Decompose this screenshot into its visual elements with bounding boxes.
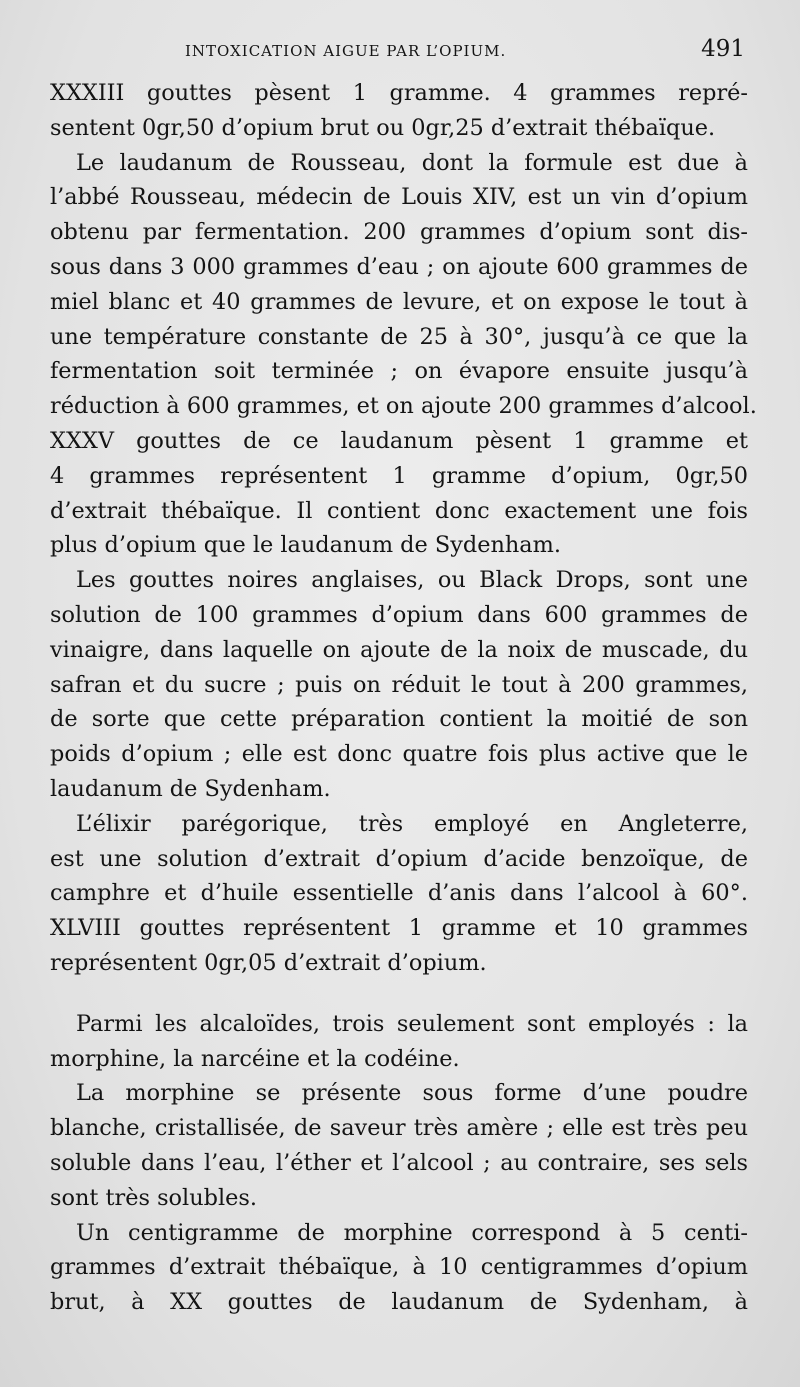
text-line: obtenu par fermentation. 200 grammes d’opium sont dis- [50,219,748,246]
paragraph [50,146,757,564]
body-text [50,76,757,1320]
paragraph [50,1007,748,1077]
text-line: une température constante de 25 à 30°, jusqu’à ce que la [50,323,748,350]
text-line: Le laudanum de Rousseau, dont la formule est due à [76,149,748,176]
running-title: INTOXICATION AIGUE PAR L’OPIUM. [185,42,507,60]
paragraph-gap [50,981,748,1007]
page-number: 491 [701,36,745,62]
text-line: l’abbé Rousseau, médecin de Louis XIV, est un vin d’opium [50,184,748,211]
text-line: soluble dans l’eau, l’éther et l’alcool ; au contraire, ses sels [50,1149,748,1176]
text-line: de sorte que cette préparation contient la moitié de son [50,706,748,733]
text-line: XXXV gouttes de ce laudanum pèsent 1 gramme et [50,427,748,454]
text-line: laudanum de Sydenham. [50,775,331,802]
text-line: blanche, cristallisée, de saveur très amère ; elle est très peu [50,1115,748,1142]
paragraph [50,1216,748,1320]
text-line: sont très solubles. [50,1184,257,1211]
paragraph [50,563,748,807]
running-head [185,36,745,62]
text-line: Parmi les alcaloïdes, trois seulement sont employés : la [76,1010,748,1037]
text-line: safran et du sucre ; puis on réduit le tout à 200 grammes, [50,671,748,698]
text-line: Les gouttes noires anglaises, ou Black Drops, sont une [76,567,748,594]
text-line: sentent 0gr,50 d’opium brut ou 0gr,25 d’extrait thébaïque. [50,114,716,141]
text-line: 4 grammes représentent 1 gramme d’opium, 0gr,50 [50,462,748,489]
text-line: XLVIII gouttes représentent 1 gramme et 10 grammes [50,915,748,942]
paragraph [50,1076,748,1215]
text-line: L’élixir parégorique, très employé en Angleterre, [76,810,748,837]
text-line: vinaigre, dans laquelle on ajoute de la noix de muscade, du [50,636,748,663]
paragraph [50,807,748,981]
text-line: grammes d’extrait thébaïque, à 10 centigrammes d’opium [50,1254,748,1281]
text-line: morphine, la narcéine et la codéine. [50,1045,460,1072]
text-line: Un centigramme de morphine correspond à 5 centi- [76,1219,748,1246]
text-line: d’extrait thébaïque. Il contient donc exactement une fois [50,497,748,524]
text-line: plus d’opium que le laudanum de Sydenham. [50,532,561,559]
text-line: réduction à 600 grammes, et on ajoute 200 grammes d’alcool. [50,393,757,420]
text-line: brut, à XX gouttes de laudanum de Sydenham, à [50,1289,748,1316]
text-line: est une solution d’extrait d’opium d’acide benzoïque, de [50,845,748,872]
text-line: solution de 100 grammes d’opium dans 600 grammes de [50,601,748,628]
text-line: poids d’opium ; elle est donc quatre fois plus active que le [50,741,748,768]
text-line: fermentation soit terminée ; on évapore ensuite jusqu’à [50,358,748,385]
text-line: La morphine se présente sous forme d’une poudre [76,1080,748,1107]
paragraph [50,76,748,146]
text-line: miel blanc et 40 grammes de levure, et on expose le tout à [50,288,748,315]
text-line: sous dans 3 000 grammes d’eau ; on ajoute 600 grammes de [50,253,748,280]
text-line: représentent 0gr,05 d’extrait d’opium. [50,949,487,976]
text-line: camphre et d’huile essentielle d’anis dans l’alcool à 60°. [50,880,748,907]
text-line: XXXIII gouttes pèsent 1 gramme. 4 grammes repré- [50,80,748,106]
